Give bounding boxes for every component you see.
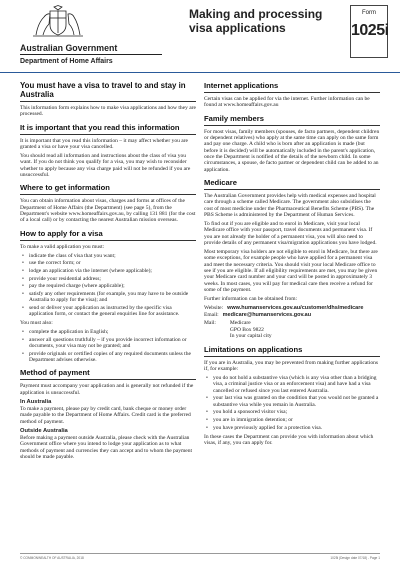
coat-of-arms-icon: [30, 5, 86, 39]
copyright: © COMMONWEALTH OF AUSTRALIA, 2018: [20, 556, 84, 560]
email-row: [204, 312, 380, 319]
section-heading: How to apply for a visa: [20, 229, 196, 241]
department-name: Department of Home Affairs: [20, 54, 162, 65]
website-label: Website:: [204, 304, 224, 311]
section-internet: [204, 81, 380, 109]
section-visa-required: [20, 81, 196, 118]
section-heading: Method of payment: [20, 368, 196, 380]
section-read-information: [20, 123, 196, 179]
paragraph: To make a valid application you must:: [20, 243, 105, 250]
section-heading: Limitations on applications: [204, 345, 380, 357]
address-line: In your capital city: [229, 333, 272, 340]
section-heading: Family members: [204, 114, 380, 126]
paragraph: Before making a payment outside Australia, please check with the Australian Government office where you intend to lodge your application as to what methods of payment and currencies they can accept and to whom the payment should be made payable.: [20, 435, 192, 461]
section-family: [204, 114, 380, 173]
paragraph: If you are in Australia, you may be prevented from making further applications if, for example:: [204, 359, 378, 373]
list-item: • you hold a sponsored visitor visa;: [204, 409, 380, 415]
section-heading: Where to get information: [20, 183, 196, 195]
list-item: • provide your residential address;: [20, 276, 196, 282]
list-item: • your last visa was granted on the condition that you would not be granted a substantive visa while you remain in Australia.: [204, 395, 380, 408]
paragraph: To make a payment, please pay by credit card, bank cheque or money order made payable to the Department of Home Affairs. Credit card is the preferred method of payment.: [20, 406, 191, 425]
paragraph: To find out if you are eligible and to enrol in Medicare, visit your local Medicare office with your passport, travel documents and permanent visa. If you are not already the holder of a permanent visa, you will also need to provide details of any permanent visa/migration applications you have lodged.: [204, 221, 377, 247]
list-item: • use the correct form; or: [20, 260, 196, 266]
list-item: • you do not hold a substantive visa (which is any visa other than a bridging visa, a criminal justice visa or an enforcement visa) and have had a visa cancelled or refused since you last entered Australia.: [204, 375, 380, 394]
left-column: [20, 81, 196, 465]
footer: [20, 553, 380, 560]
limitations-list: [204, 375, 380, 431]
paragraph: For most visas, family members (spouses, de facto partners, dependent children or dependent relatives) who apply at the same time can apply on the same form and pay one charge. A child who is born after an application is made (but before it is decided) will be automatically included in the parent's application, once the Department is notified of the details of the newborn child. In some circumstances, a spouse, de facto partner or dependent child can be added to an application.: [204, 128, 380, 173]
header: [0, 0, 400, 76]
form-label: Form: [362, 10, 376, 16]
section-where-info: [20, 183, 196, 223]
address-line: GPO Box 9822: [229, 326, 264, 333]
subheading: In Australia: [20, 399, 52, 406]
header-divider: [0, 72, 400, 73]
list-item: • send or deliver your application as instructed by the specific visa application form, or contact the general enquiries line for assistance.: [20, 305, 196, 318]
mail-address: [230, 320, 272, 340]
paragraph: In these cases the Department can provide you with information about which visas, if any, you can apply for.: [204, 433, 374, 446]
paragraph: Further information can be obtained from:: [204, 296, 298, 303]
requirements-list: [20, 253, 196, 318]
mail-row: [204, 320, 380, 340]
list-item: • indicate the class of visa that you want;: [20, 253, 196, 259]
section-heading: You must have a visa to travel to and stay in Australia: [20, 81, 196, 102]
section-limitations: [204, 345, 380, 447]
list-item: • pay the required charge (where applicable);: [20, 283, 196, 289]
paragraph: You should read all information and instructions about the class of visa you want. If you do not think you qualify for a visa, you may wish to reconsider whether to apply because any visa charge paid will not be refunded if you are unsuccessful.: [20, 152, 191, 178]
paragraph: The Australian Government provides help with medical expenses and hospital care through a scheme called Medicare. The government also subsidises the cost of most medicine under the Pharmaceutical Benefits Scheme (PBS). The PBS Scheme is administered by the Department of Human Services.: [204, 193, 376, 219]
list-item: • lodge an application via the internet (where applicable);: [20, 268, 196, 274]
right-column: [204, 81, 380, 451]
list-item: • answer all questions truthfully – if you provide incorrect information or documents, your visa may not be granted; and: [20, 337, 196, 350]
paragraph: Most temporary visa holders are not eligible to enrol in Medicare, but there are some exceptions, for example people who have applied for a permanent visa and meet the necessary criteria. You should visit your local Medicare office to see if you are eligible. If all eligibility requirements are met, you may be given your Medicare card number and your card will be posted in approximately 3 weeks. In most cases, you will pay for medical care then receive a refund for some of the payment.: [204, 249, 378, 294]
paragraph: You must also:: [20, 320, 53, 327]
mail-label: Mail:: [204, 319, 216, 326]
page-info: 1025i (Design date 07/18) - Page 1: [330, 556, 380, 560]
website-row: [204, 305, 380, 312]
page-title: Making and processing visa applications: [189, 7, 323, 35]
also-list: [20, 329, 196, 363]
list-item: • you are in immigration detention; or: [204, 417, 380, 423]
section-heading: Internet applications: [204, 81, 380, 93]
paragraph: This information form explains how to make visa applications and how they are processed.: [20, 105, 196, 118]
subheading: Outside Australia: [20, 428, 68, 435]
form-number-box: [350, 5, 388, 58]
email-link[interactable]: medicare@humanservices.gov.au: [222, 311, 312, 318]
list-item: • complete the application in English;: [20, 329, 196, 335]
list-item: • provide originals or certified copies of any required documents unless the Department advises otherwise.: [20, 351, 196, 364]
paragraph: Payment must accompany your application and is generally not refunded if the application is unsuccessful.: [20, 383, 194, 396]
paragraph: You can obtain information about visas, charges and forms at offices of the Department of Home Affairs (the Department) (see page 5), from the Department's website www.homeaffairs.gov.au, by calling 131 881 (for the cost of a local call) or by contacting the nearest Australian mission overseas.: [20, 198, 196, 224]
section-payment: [20, 368, 196, 460]
section-how-to-apply: [20, 229, 196, 364]
email-label: Email:: [204, 311, 219, 318]
section-medicare: [204, 178, 380, 340]
list-item: • satisfy any other requirements (for example, you may have to be outside Australia to apply for the visa); and: [20, 291, 196, 304]
website-link[interactable]: www.humanservices.gov.au/customer/dhs/medicare: [227, 304, 364, 311]
paragraph: It is important that you read this information – it may affect whether you are granted a visa or have your visa cancelled.: [20, 137, 188, 151]
section-heading: Medicare: [204, 178, 380, 190]
form-number: 1025i: [351, 22, 389, 39]
section-heading: It is important that you read this information: [20, 123, 196, 135]
government-name: Australian Government: [20, 43, 118, 53]
list-item: • you have previously applied for a protection visa.: [204, 425, 380, 431]
paragraph: Certain visas can be applied for via the internet. Further information can be found at www.homeaffairs.gov.au: [204, 96, 370, 109]
address-line: Medicare: [229, 319, 251, 326]
